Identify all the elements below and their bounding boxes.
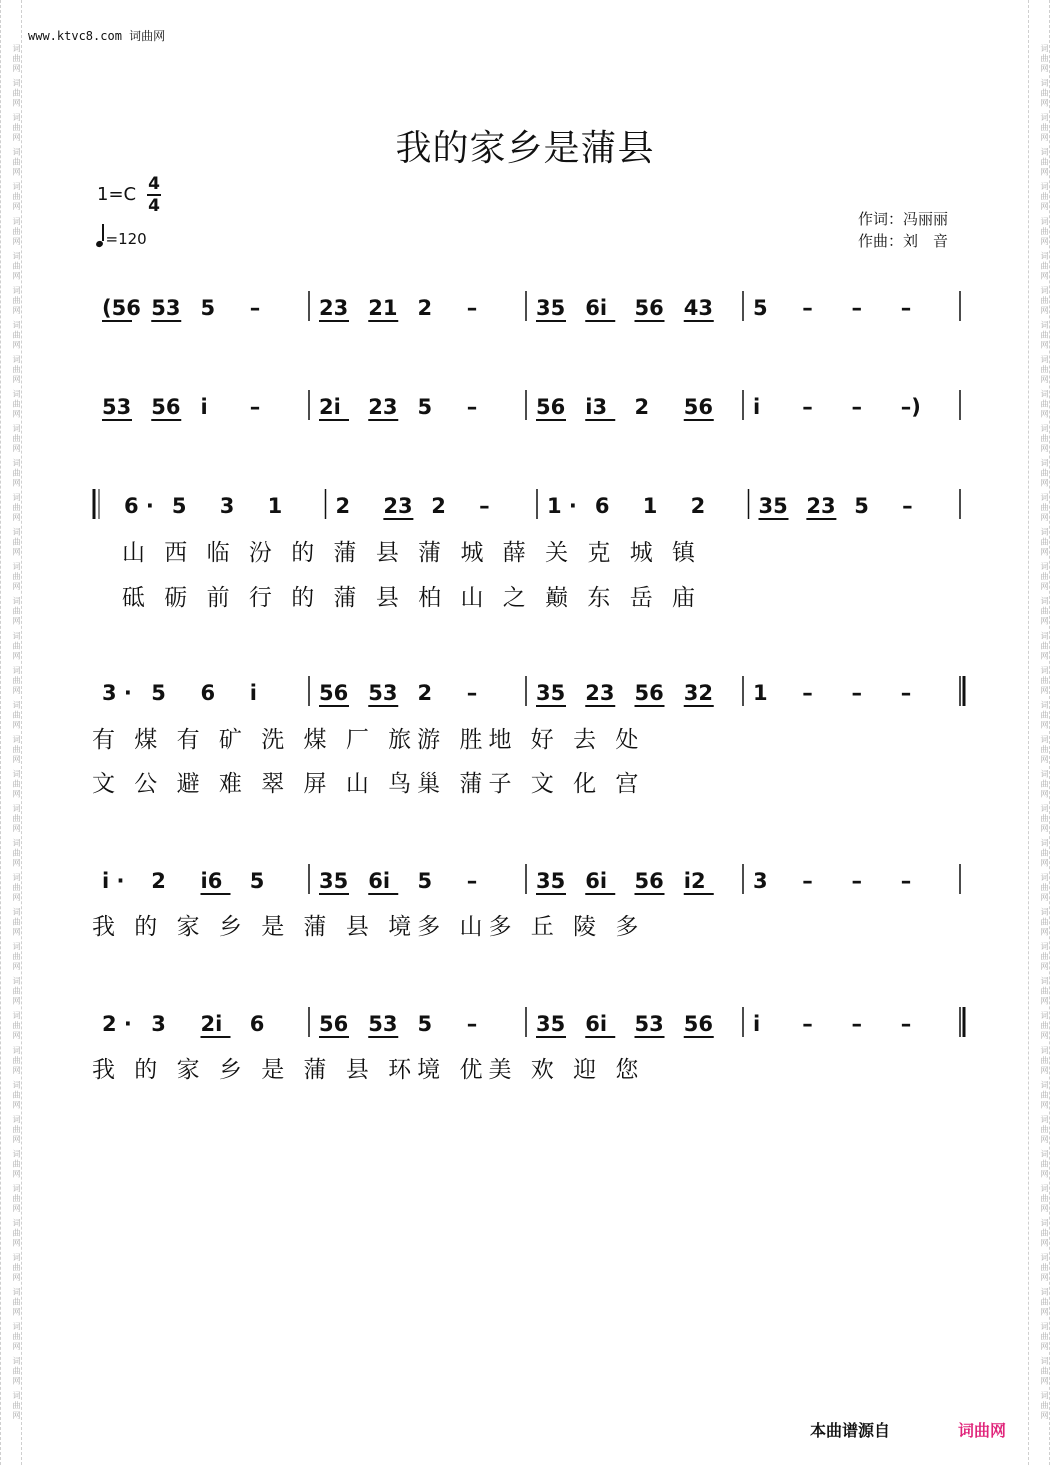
note: 5: [151, 681, 166, 705]
note: 2 ·: [102, 1012, 132, 1036]
time-signature-top: 4: [148, 174, 160, 194]
note: 56: [151, 395, 181, 419]
note: 5: [249, 869, 265, 893]
note: 1 ·: [547, 494, 577, 518]
footer-brand[interactable]: 词曲网: [958, 1421, 1007, 1440]
note: 53: [151, 296, 181, 320]
composer-credit: 作曲：刘 音: [858, 232, 949, 250]
note: –: [851, 296, 862, 320]
note: 2: [690, 494, 706, 518]
note: 2: [417, 681, 433, 705]
note: 23: [319, 296, 349, 320]
note: 5: [854, 494, 869, 518]
note: 3 ·: [102, 681, 132, 705]
note: 21: [368, 296, 398, 320]
note: 23: [368, 395, 398, 419]
note: 35: [758, 494, 788, 518]
footer-label: 本曲谱源自: [810, 1421, 891, 1440]
note: –: [466, 681, 478, 705]
note: –: [851, 869, 862, 893]
note: 23: [806, 494, 836, 518]
note: 3: [151, 1012, 166, 1036]
note: 56: [536, 395, 566, 419]
note: 3: [753, 869, 768, 893]
note: 6i: [585, 1012, 608, 1036]
lyric-line: 砥 砺 前 行 的 蒲 县 柏 山 之 巅 东 岳 庙: [122, 585, 702, 611]
note: i3: [585, 395, 608, 419]
note: 53: [368, 681, 398, 705]
site-url[interactable]: www.ktvc8.com 词曲网: [28, 29, 166, 43]
note: –): [900, 395, 921, 419]
lyric-line: 山 西 临 汾 的 蒲 县 蒲 城 薛 关 克 城 镇: [122, 540, 702, 566]
note: 53: [368, 1012, 398, 1036]
note: 1: [267, 494, 283, 518]
note: i ·: [102, 869, 125, 893]
note: –: [466, 296, 478, 320]
note: i: [753, 1012, 761, 1036]
note: (56: [102, 296, 141, 320]
note: –: [900, 869, 912, 893]
note: 32: [683, 681, 713, 705]
note: –: [851, 1012, 862, 1036]
note: 5: [417, 395, 433, 419]
note: 35: [536, 296, 566, 320]
note: –: [802, 681, 813, 705]
note: 6 ·: [124, 494, 154, 518]
note: –: [851, 395, 862, 419]
note: 2: [417, 296, 433, 320]
note: 2i: [319, 395, 341, 419]
note: i: [249, 681, 257, 705]
note: 23: [585, 681, 615, 705]
note: 2: [151, 869, 166, 893]
note: 2: [634, 395, 650, 419]
note: 56: [634, 869, 664, 893]
note: –: [802, 869, 813, 893]
note: 35: [536, 869, 566, 893]
note: i: [753, 395, 761, 419]
note: 5: [417, 869, 433, 893]
note: 56: [319, 681, 349, 705]
note: 6: [249, 1012, 265, 1036]
note: 5: [417, 1012, 433, 1036]
note: –: [900, 296, 912, 320]
tempo-value: =120: [105, 230, 147, 248]
note: 5: [753, 296, 768, 320]
time-signature-bottom: 4: [148, 195, 160, 216]
note: 56: [634, 296, 664, 320]
note: 3: [219, 494, 235, 518]
note: –: [249, 395, 261, 419]
note: 6: [200, 681, 216, 705]
note: i2: [683, 869, 706, 893]
note: –: [900, 1012, 912, 1036]
note: 53: [102, 395, 132, 419]
note: –: [802, 1012, 813, 1036]
lyricist-credit: 作词：冯丽丽: [858, 210, 949, 228]
note: –: [479, 494, 490, 518]
note: 56: [683, 1012, 713, 1036]
note: 56: [634, 681, 664, 705]
note: 56: [683, 395, 713, 419]
key-signature: 1=C: [97, 184, 137, 205]
note: 6i: [368, 869, 391, 893]
note: 56: [319, 1012, 349, 1036]
note: 2: [431, 494, 446, 518]
note: 2: [335, 494, 351, 518]
note: –: [802, 395, 813, 419]
note: 1: [642, 494, 658, 518]
note: –: [249, 296, 261, 320]
note: 53: [634, 1012, 664, 1036]
note: 35: [536, 1012, 566, 1036]
note: 35: [319, 869, 349, 893]
note: –: [851, 681, 862, 705]
note: 2i: [200, 1012, 223, 1036]
lyric-line: 我 的 家 乡 是 蒲 县 环境 优美 欢 迎 您: [92, 1057, 645, 1083]
note: 35: [536, 681, 566, 705]
lyric-line: 有 煤 有 矿 洗 煤 厂 旅游 胜地 好 去 处: [92, 727, 645, 753]
song-title: 我的家乡是蒲县: [395, 128, 655, 169]
note: –: [902, 494, 913, 518]
note: 43: [683, 296, 713, 320]
note: 5: [200, 296, 216, 320]
note: –: [802, 296, 813, 320]
note: 5: [171, 494, 187, 518]
lyric-line: 文 公 避 难 翠 屏 山 鸟巢 蒲子 文 化 宫: [92, 771, 645, 797]
lyric-line: 我 的 家 乡 是 蒲 县 境多 山多 丘 陵 多: [92, 914, 645, 940]
note: i: [200, 395, 208, 419]
note: –: [466, 395, 478, 419]
note: i6: [200, 869, 223, 893]
note: 6i: [585, 296, 608, 320]
note: –: [466, 869, 478, 893]
note: –: [466, 1012, 478, 1036]
note: –: [900, 681, 912, 705]
note: 6: [594, 494, 610, 518]
note: 6i: [585, 869, 608, 893]
right-watermark-strip: 词曲网 词曲网 词曲网 词曲网 词曲网 词曲网 词曲网 词曲网 词曲网 词曲网 词曲网 词曲网 词曲网 词曲网 词曲网 词曲网 词曲网 词曲网 词曲网 词曲网 词曲网 词曲网 词曲网 词曲网 词曲网 词曲网 词曲网 词曲网 词曲网 词曲网 词曲网 词曲网 词曲网 词曲网 词曲网 词曲网 词曲网 词曲网 词曲网 词曲网: [1028, 0, 1050, 1465]
note: 1: [753, 681, 768, 705]
left-watermark-strip: 词曲网 词曲网 词曲网 词曲网 词曲网 词曲网 词曲网 词曲网 词曲网 词曲网 词曲网 词曲网 词曲网 词曲网 词曲网 词曲网 词曲网 词曲网 词曲网 词曲网 词曲网 词曲网 词曲网 词曲网 词曲网 词曲网 词曲网 词曲网 词曲网 词曲网 词曲网 词曲网 词曲网 词曲网 词曲网 词曲网 词曲网 词曲网 词曲网 词曲网: [0, 0, 22, 1465]
note: 23: [383, 494, 413, 518]
